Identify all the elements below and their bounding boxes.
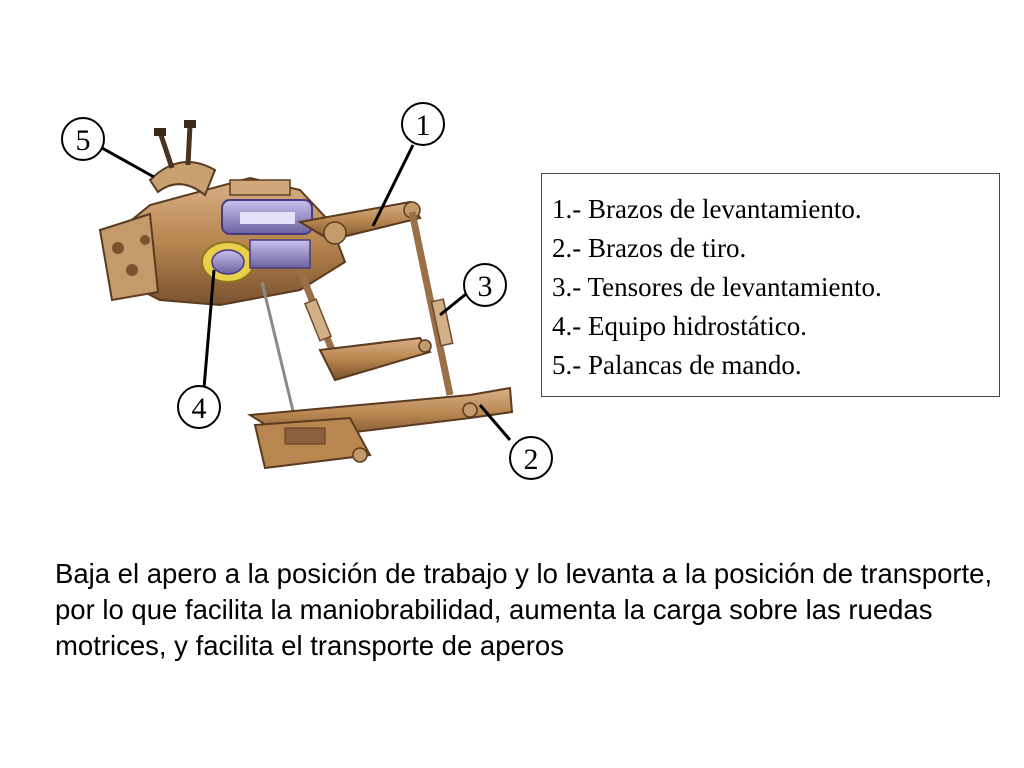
callout-4 bbox=[178, 386, 220, 428]
callout-1-number: 1 bbox=[415, 109, 431, 142]
legend-list bbox=[542, 174, 999, 385]
callout-5-number: 5 bbox=[75, 124, 91, 157]
legend-item-hydrostatic-equipment: 4.- Equipo hidrostático. bbox=[552, 311, 807, 341]
description-text: Baja el apero a la posición de trabajo y lo levanta a la posición de transporte, por lo que facilita la maniobrabilidad, aumenta la carga sobre las ruedas motrices, y facilita el transporte de aperos bbox=[55, 558, 993, 661]
draft-arms bbox=[250, 338, 512, 468]
callout-4-number: 4 bbox=[191, 392, 207, 425]
callout-1 bbox=[402, 103, 444, 145]
callout-5 bbox=[62, 118, 104, 160]
legend-item-lift-arms: 1.- Brazos de levantamiento. bbox=[552, 194, 862, 224]
callout-3 bbox=[464, 264, 506, 306]
callout-2-number: 2 bbox=[523, 443, 539, 476]
legend-box bbox=[541, 173, 1000, 397]
control-levers bbox=[150, 120, 215, 195]
legend-item-control-levers: 5.- Palancas de mando. bbox=[552, 350, 802, 380]
legend-item-lift-tensors: 3.- Tensores de levantamiento. bbox=[552, 272, 882, 302]
legend-item-draft-arms: 2.- Brazos de tiro. bbox=[552, 233, 747, 263]
callout-2 bbox=[510, 437, 552, 479]
callout-3-number: 3 bbox=[477, 270, 493, 303]
